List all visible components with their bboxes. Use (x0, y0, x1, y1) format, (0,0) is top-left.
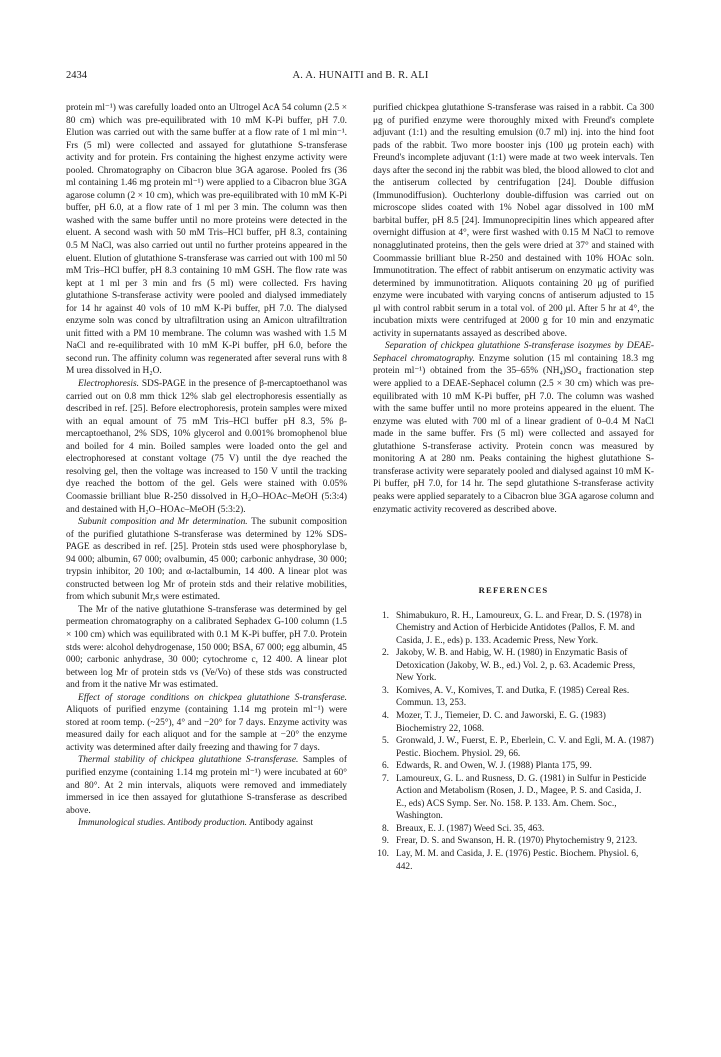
reference-item: 2. Jakoby, W. B. and Habig, W. H. (1980) in Enzymatic Basis of Detoxication (Jakoby, W. B., ed.) Vol. 2, p. 63. Academic Press, New York. (373, 647, 654, 685)
section-runin-heading: Electrophoresis. (78, 379, 140, 390)
reference-number: 7. (381, 773, 389, 784)
reference-item: 6. Edwards, R. and Owen, W. J. (1988) Planta 175, 99. (373, 760, 654, 773)
reference-number: 8. (381, 823, 389, 834)
reference-number: 6. (381, 761, 389, 772)
section-runin-heading: Thermal stability of chickpea glutathione S-transferase. (78, 755, 299, 766)
paragraph: Subunit composition and Mr determination. The subunit composition of the purified glutathione S-transferase was determined by 12% SDS-PAGE as described in ref. [25]. Protein stds used were phosphorylase b, 94 000; albumin, 67 000; ovalbumin, 45 000; carbonic anhydrase, 30 000; trypsin inhibitor, 20 100; and α-lactalbumin, 14 400. A linear plot was constructed between log Mr of protein stds and their relative mobilities, from which subunit Mr,s were estimated. (66, 517, 347, 603)
page-number: 2434 (66, 70, 87, 81)
reference-item: 10. Lay, M. M. and Casida, J. E. (1976) Pestic. Biochem. Physiol. 6, 442. (373, 848, 654, 873)
running-title: A. A. HUNAITI and B. R. ALI (292, 70, 429, 81)
paragraph: The Mr of the native glutathione S-transferase was determined by gel permeation chromatography on a calibrated Sephadex G-100 column (1.5 × 100 cm) which was equilibrated with 0.1 M K-Pi buffer, pH 7.0. Protein stds were: alcohol dehydrogenase, 150 000; BSA, 67 000; egg albumin, 45 000; carbonic anhydrase, 30 000; cytochrome c, 12 400. A linear plot between log Mr of protein stds vs (Ve/Vo) of these stds was constructed and from it the native Mr was estimated. (66, 604, 347, 691)
reference-item: 3. Komives, A. V., Komives, T. and Dutka, F. (1985) Cereal Res. Commun. 13, 253. (373, 685, 654, 710)
section-runin-heading: Subunit composition and Mr determination. (78, 517, 248, 528)
reference-number: 5. (381, 736, 389, 747)
reference-item: 1. Shimabukuro, R. H., Lamoureux, G. L. and Frear, D. S. (1978) in Chemistry and Action of Herbicide Antidotes (Pallos, F. M. and Casida, J. E., eds) p. 133. Academic Press, New York. (373, 610, 654, 648)
reference-item: 8. Breaux, E. J. (1987) Weed Sci. 35, 463. (373, 823, 654, 836)
references-heading: REFERENCES (478, 585, 549, 596)
reference-item: 7. Lamoureux, G. L. and Rusness, D. G. (1981) in Sulfur in Pesticide Action and Metabolism (Rosen, J. D., Magee, P. S. and Casida, J. E., eds) ACS Symp. Ser. No. 158. P. 133. Am. Chem. Soc., Washington. (373, 773, 654, 823)
reference-number: 1. (381, 610, 389, 621)
reference-number: 9. (381, 836, 389, 847)
paragraph: Electrophoresis. SDS-PAGE in the presence of β-mercaptoethanol was carried out on 0.8 mm thick 12% slab gel electrophoresis essentially as described in ref. [25]. Before electrophoresis, protein samples were mixed with an equal amount of 75 mM Tris–HCl buffer pH 8.3, 5% β-mercaptoethanol, 2% SDS, 10% glycerol and 0.001% bromophenol blue and boiled for 4 min. Boiled samples were loaded onto the gel and electrophoresed at constant voltage (75 V) until the dye reached the resolving gel, then the voltage was increased to 150 V until the tracking dye reached the bottom of the gel. Gels were stained with 0.05% Coomassie brilliant blue R-250 dissolved in H₂O–HOAc–MeOH (5:3:4) and destained with H₂O–HOAc–MeOH (5:3:2). (66, 379, 347, 515)
right-column (373, 102, 654, 873)
section-runin-heading: Separation of chickpea glutathione S-transferase isozymes by DEAE-Sephacel chromatography. (373, 341, 654, 364)
left-column (66, 102, 347, 830)
paragraph: Separation of chickpea glutathione S-transferase isozymes by DEAE-Sephacel chromatography. Enzyme solution (15 ml containing 18.3 mg protein ml⁻¹) obtained from the 35–65% (NH₄)SO₄ fractionation step were applied to a DEAE-Sephacel column (2.5 × 30 cm) which was pre-equilibrated with 10 mM K-Pi buffer, pH 7.0. The column was washed with the same buffer until no more proteins appeared in the eluent. The enzyme was eluted with 700 ml of a linear gradient of 0–0.4 M NaCl made in the same buffer. Frs (5 ml) were collected and assayed for glutathione S-transferase activity. Protein concn was measured by monitoring A at 280 nm. Peaks containing the highest glutathione S-transferase activity were separately pooled and dialysed against 10 mM K-Pi buffer, pH 7.0, for 14 hr. The sepd glutathione S-transferase activity peaks were applied separately to a Cibacron blue 3GA agarose column and enzymatic activity recovered as described above. (373, 341, 654, 515)
paragraph: Effect of storage conditions on chickpea glutathione S-transferase. Aliquots of purified enzyme (containing 1.14 mg protein ml⁻¹) were stored at room temp. (~25°), 4° and −20° for 7 days. Enzyme activity was measured daily for each aliquot and for the sample at −20° the enzyme activity was determined after daily freezing and thawing for 7 days. (66, 692, 347, 753)
reference-number: 2. (381, 648, 389, 659)
paragraph: Thermal stability of chickpea glutathione S-transferase. Samples of purified enzyme (containing 1.14 mg protein ml⁻¹) were incubated at 60° and 80°. At 2 min intervals, aliquots were removed and immediately immersed in ice then assayed for glutathione S-transferase as described above. (66, 755, 347, 816)
reference-number: 4. (381, 710, 389, 721)
reference-item: 9. Frear, D. S. and Swanson, H. R. (1970) Phytochemistry 9, 2123. (373, 835, 654, 848)
section-runin-heading: Effect of storage conditions on chickpea glutathione S-transferase. (78, 692, 347, 703)
reference-item: 5. Gronwald, J. W., Fuerst, E. P., Eberlein, C. V. and Egli, M. A. (1987) Pestic. Biochem. Physiol. 29, 66. (373, 735, 654, 760)
section-runin-heading: Immunological studies. Antibody production. (78, 818, 247, 829)
page-header (66, 70, 655, 86)
paragraph: purified chickpea glutathione S-transferase was raised in a rabbit. Ca 300 μg of purified enzyme were thoroughly mixed with Freund's complete adjuvant (1:1) and the resulting emulsion (0.7 ml) inj. into the hind foot pads of the rabbit. Two more booster injs (100 μg protein each) with Freund's incomplete adjuvant (1:1) were made at two week intervals. Ten days after the second inj the rabbit was bled, the blood allowed to clot and the antiserum collected by centrifugation [24]. Double diffusion (Immunodiffusion). Ouchterlony double-diffusion was carried out on microscope slides coated with 1% Nobel agar dissolved in 100 mM barbital buffer, pH 8.5 [24]. Immunoprecipitin lines which appeared after overnight diffusion at 4°, were first washed with 0.15 M NaCl to remove nonagglutinated proteins, then the gels were dried at 37° and stained with Coommassie brilliant blue R-250 and destained with 10% HOAc soln. Immunotitration. The effect of rabbit antiserum on enzymatic activity was determined by immunotitration. Aliquots containing 20 μg of purified enzyme were incubated with varying concns of antiserum adjusted to 15 μl with control rabbit serum in a total vol. of 200 μl. After 5 hr at 4°, the incubation mixts were centrifuged at 2000 g for 10 min and enzymatic activity in supernatants assayed as described above. (373, 103, 654, 339)
reference-number: 3. (381, 685, 389, 696)
reference-number: 10. (377, 848, 389, 859)
paragraph: protein ml⁻¹) was carefully loaded onto an Ultrogel AcA 54 column (2.5 × 80 cm) which was pre-equilibrated with 10 mM K-Pi buffer, pH 7.0. Elution was carried out with the same buffer at a flow rate of 1 ml min⁻¹. Frs (5 ml) were collected and assayed for glutathione S-transferase activity and for protein. Frs containing the highest enzyme activity were pooled. Chromatography on Cibacron blue 3GA agarose. Pooled frs (36 ml containing 1.46 mg protein ml⁻¹) were applied to a Cibacron blue 3GA agarose column (2 × 10 cm), which was pre-equilibrated with 10 mM K-Pi buffer, pH 6.0, at a flow rate of 1 ml per 3 min. The column was then washed with the same buffer until no more proteins were detected in the eluent. A second wash with 50 mM Tris–HCl buffer, pH 8.3, containing 0.5 M NaCl, was also carried out until no further proteins appeared in the eluent. Elution of glutathione S-transferase was carried out with 100 ml 50 mM Tris–HCl buffer, pH 8.3 containing 10 mM GSH. The flow rate was kept at 1 ml per 3 min and frs (5 ml) were collected. Frs having glutathione S-transferase activity were pooled and dialysed immediately for 14 hr against 40 vols of 10 mM K-Pi buffer, pH 7.0. The dialysed enzyme soln was concd by ultrafiltration using an Amicon ultrafiltration unit fitted with a PM 10 membrane. The column was washed with 1.5 M NaCl and re-equilibrated with 10 mM K-Pi buffer, pH 6.0, before the second run. The affinity column was regenerated after several runs with 8 M urea dissolved in H₂O. (66, 103, 348, 377)
paragraph: Immunological studies. Antibody production. Antibody against (78, 818, 314, 829)
reference-item: 4. Mozer, T. J., Tiemeier, D. C. and Jaworski, E. G. (1983) Biochemistry 22, 1068. (373, 710, 654, 735)
